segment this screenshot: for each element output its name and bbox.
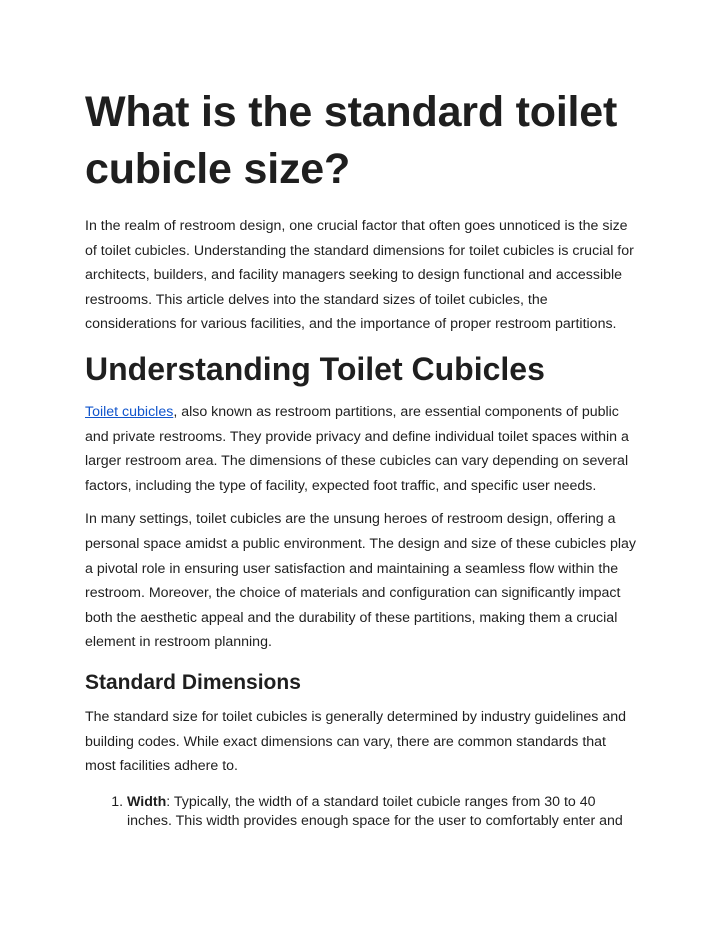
section1-paragraph-2: In many settings, toilet cubicles are the unsung heroes of restroom design, offering a personal space amidst a public environment. The design and size of these cubicles play a pivotal role in ensuring user satisfaction and maintaining a seamless flow within the restroom. Moreover, the choice of materials and configuration can significantly impact both the aesthetic appeal and the durability of these partitions, making them a crucial element in restroom planning. bbox=[85, 511, 637, 651]
section2-paragraph-1: The standard size for toilet cubicles is generally determined by industry guidelines and building codes. While exact dimensions can vary, there are common standards that most facilities adhere to. bbox=[85, 708, 626, 775]
section-heading-understanding: Understanding Toilet Cubicles bbox=[85, 350, 545, 387]
section1-paragraph-1 bbox=[85, 400, 636, 498]
list-item bbox=[127, 793, 636, 832]
section-heading-standard-dimensions: Standard Dimensions bbox=[85, 670, 301, 694]
list-item-term: Width bbox=[127, 793, 167, 810]
toilet-cubicles-link[interactable]: Toilet cubicles bbox=[85, 403, 174, 420]
list-item-text: : Typically, the width of a standard toilet cubicle ranges from 30 to 40 inches. This width provides enough space for the user to comfortably enter and bbox=[127, 793, 623, 830]
intro-paragraph: In the realm of restroom design, one crucial factor that often goes unnoticed is the size of toilet cubicles. Understanding the standard dimensions for toilet cubicles is crucial for architects, builders, and facility managers seeking to design functional and accessible restrooms. This article delves into the standard sizes of toilet cubicles, the considerations for various facilities, and the importance of proper restroom partitions. bbox=[85, 218, 634, 333]
section1-paragraph-1-text: , also known as restroom partitions, are essential components of public and private restrooms. They provide privacy and define individual toilet spaces within a larger restroom area. The dimensions of these cubicles can vary depending on several factors, including the type of facility, expected foot traffic, and specific user needs. bbox=[85, 403, 629, 494]
page-title: What is the standard toilet cubicle size? bbox=[85, 88, 618, 193]
dimensions-list bbox=[85, 793, 636, 832]
